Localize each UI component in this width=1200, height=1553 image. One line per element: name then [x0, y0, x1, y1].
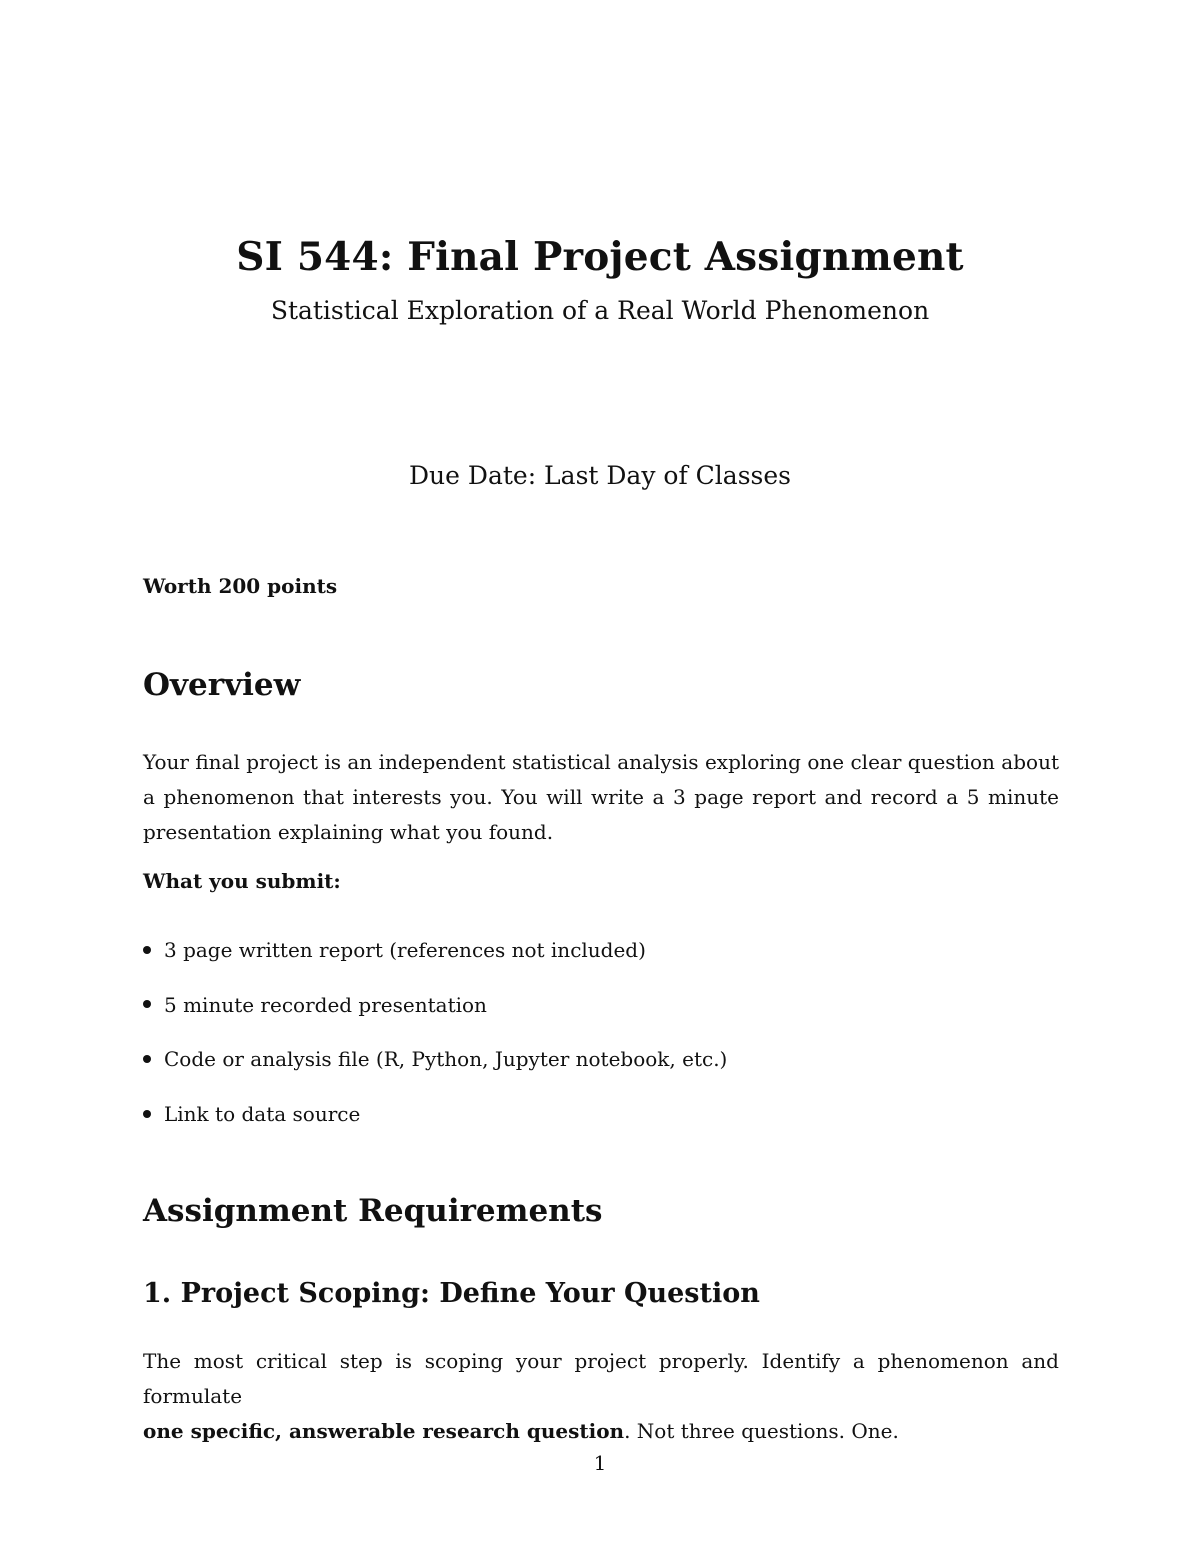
bullet-icon [143, 1055, 151, 1063]
submit-label: What you submit: [143, 869, 341, 893]
section-1-paragraph [143, 1344, 1059, 1449]
list-item-text: Link to data source [164, 1102, 361, 1127]
due-date: Due Date: Last Day of Classes [409, 461, 791, 490]
overview-line: a phenomenon that interests you. You will write a 3 page report and record a 5 minute [143, 785, 1059, 809]
document-subtitle: Statistical Exploration of a Real World Phenomenon [270, 296, 930, 325]
requirements-heading: Assignment Requirements [143, 1193, 603, 1229]
section-1-line: The most critical step is scoping your project properly. Identify a phenomenon and formulate [143, 1349, 1059, 1408]
section-1-line [143, 1414, 1059, 1449]
list-item [143, 988, 727, 1043]
list-item-text: Code or analysis file (R, Python, Jupyter notebook, etc.) [164, 1047, 728, 1072]
points-worth: Worth 200 points [143, 574, 338, 598]
overview-paragraph [143, 745, 1059, 850]
section-1-heading: 1. Project Scoping: Define Your Question [143, 1278, 760, 1309]
overview-heading: Overview [143, 667, 301, 703]
list-item [143, 1097, 727, 1152]
list-item-text: 3 page written report (references not included) [164, 938, 646, 962]
list-item [143, 933, 727, 988]
emphasis-text: one specific, answerable research question [143, 1419, 625, 1443]
document-title: SI 544: Final Project Assignment [236, 234, 964, 280]
page-number: 1 [593, 1451, 607, 1475]
submit-list [143, 933, 727, 1152]
overview-line: Your final project is an independent statistical analysis exploring one clear question about [143, 750, 1059, 774]
overview-line: presentation explaining what you found. [143, 820, 554, 844]
bullet-icon [143, 1000, 151, 1008]
list-item-text: 5 minute recorded presentation [164, 992, 487, 1017]
bullet-icon [143, 1110, 151, 1118]
bullet-icon [143, 946, 151, 954]
list-item [143, 1042, 727, 1097]
section-1-line-rest: . Not three questions. One. [624, 1419, 899, 1443]
